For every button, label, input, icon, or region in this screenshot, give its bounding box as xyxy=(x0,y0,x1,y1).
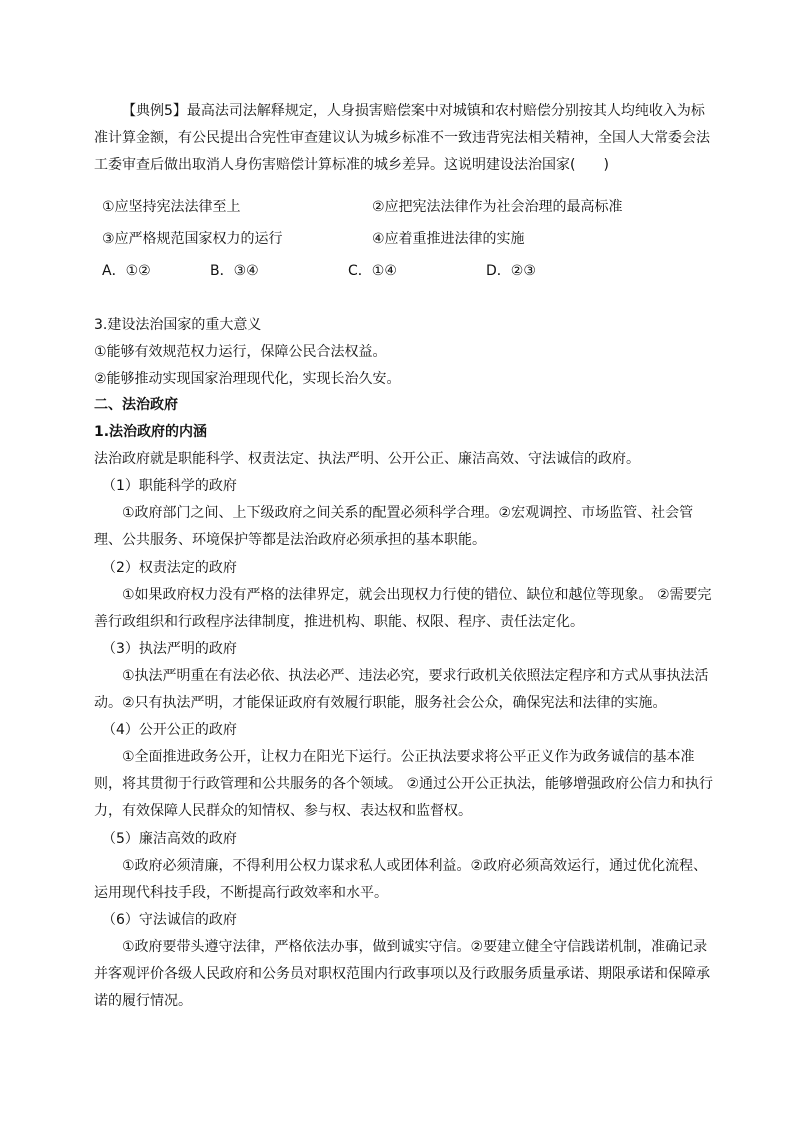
point-5-title: （5）廉洁高效的政府 xyxy=(102,831,237,847)
point-5-body: ①政府必须清廉，不得利用公权力谋求私人或团体利益。②政府必须高效运行，通过优化流程、运用现代科技手段，不断提高行政效率和水平。 xyxy=(94,858,708,901)
point-6-title: （6）守法诚信的政府 xyxy=(102,912,237,928)
choice-b: B．③④ xyxy=(210,263,259,279)
choice-c: C．①④ xyxy=(348,263,397,279)
option-3: ③应严格规范国家权力的运行 xyxy=(102,231,283,247)
option-row-1 xyxy=(102,196,722,220)
part-2-intro: 法治政府就是职能科学、权责法定、执法严明、公开公正、廉洁高效、守法诚信的政府。 xyxy=(94,451,640,467)
section-3-item-1: ①能够有效规范权力运行，保障公民合法权益。 xyxy=(94,344,387,360)
point-1-title: （1）职能科学的政府 xyxy=(102,478,237,494)
point-4-body: ①全面推进政务公开，让权力在阳光下运行。公正执法要求将公平正义作为政务诚信的基本准则，将其贯彻于行政管理和公共服务的各个领域。 ②通过公开公正执法，能够增强政府公信力和执行力，有效保障人民群众的知情权、参与权、表达权和监督权。 xyxy=(94,749,713,819)
option-2: ②应把宪法法律作为社会治理的最高标准 xyxy=(372,199,623,215)
option-4: ④应着重推进法律的实施 xyxy=(372,231,525,247)
option-1: ①应坚持宪法法律至上 xyxy=(102,199,241,215)
choice-d: D．②③ xyxy=(486,263,536,279)
point-3-body: ①执法严明重在有法必依、执法必严、违法必究，要求行政机关依照法定程序和方式从事执法活动。②只有执法严明，才能保证政府有效履行职能，服务社会公众，确保宪法和法律的实施。 xyxy=(94,668,709,711)
option-row-2 xyxy=(102,228,722,252)
section-3-item-2: ②能够推动实现国家治理现代化，实现长治久安。 xyxy=(94,371,401,387)
point-2-body: ①如果政府权力没有严格的法律界定，就会出现权力行使的错位、缺位和越位等现象。 ②需要完善行政组织和行政程序法律制度，推进机构、职能、权限、程序、责任法定化。 xyxy=(94,587,712,630)
part-2-subheading: 1.法治政府的内涵 xyxy=(94,424,208,440)
point-3-title: （3）执法严明的政府 xyxy=(102,641,237,657)
choice-a: A．①② xyxy=(102,263,151,279)
example-question: 【典例5】最高法司法解释规定，人身损害赔偿案中对城镇和农村赔偿分别按其人均纯收入为标准计算金额，有公民提出合宪性审查建议认为城乡标准不一致违背宪法相关精神，全国人大常委会法工委审查后做出取消人身伤害赔偿计算标准的城乡差异。这说明建设法治国家( ) xyxy=(94,103,710,173)
point-6-body: ①政府要带头遵守法律，严格依法办事，做到诚实守信。②要建立健全守信践诺机制，准确记录并客观评价各级人民政府和公务员对职权范围内行政事项以及行政服务质量承诺、期限承诺和保障承诺的履行情况。 xyxy=(94,939,710,1009)
point-2-title: （2）权责法定的政府 xyxy=(102,560,237,576)
answer-choices xyxy=(102,260,722,284)
part-2-heading: 二、法治政府 xyxy=(94,397,178,413)
point-1-body: ①政府部门之间、上下级政府之间关系的配置必须科学合理。②宏观调控、市场监管、社会管理、公共服务、环境保护等都是法治政府必须承担的基本职能。 xyxy=(94,505,694,548)
point-4-title: （4）公开公正的政府 xyxy=(102,722,237,738)
section-3-heading: 3.建设法治国家的重大意义 xyxy=(94,317,262,333)
